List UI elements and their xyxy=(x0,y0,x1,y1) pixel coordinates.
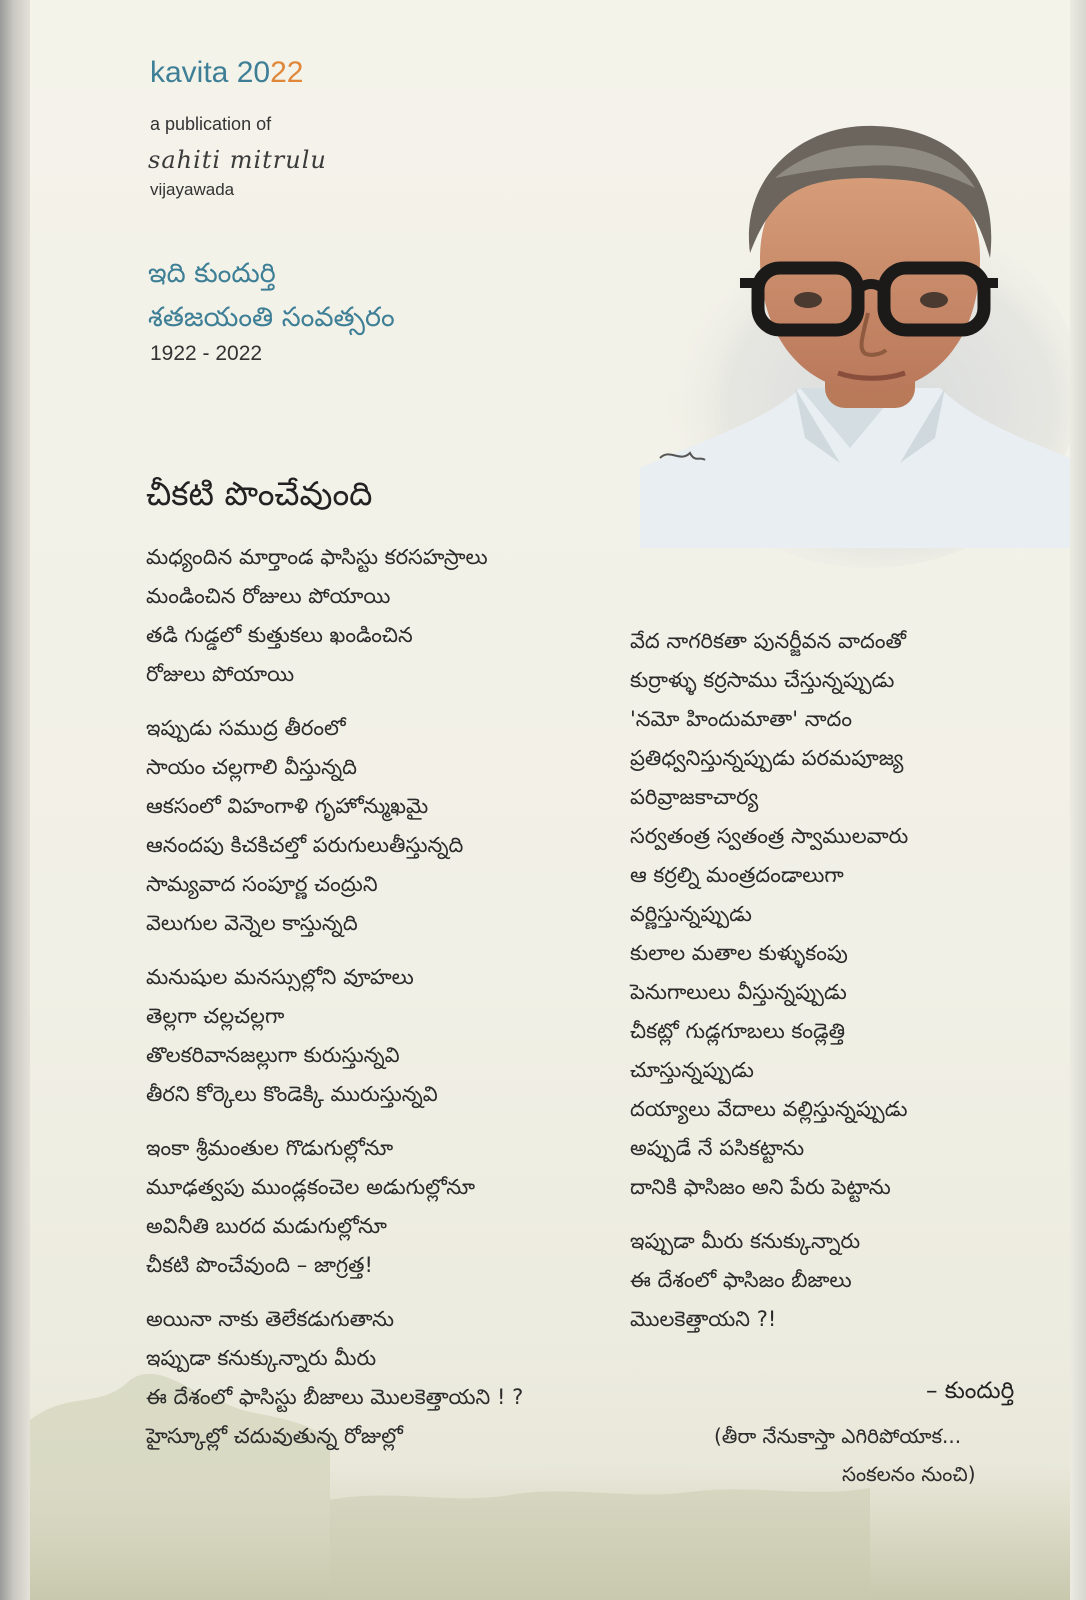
poem-line: ఈ దేశంలో ఫాసిజం బీజాలు xyxy=(630,1268,852,1292)
poem-line: వెలుగుల వెన్నెల కాస్తున్నది xyxy=(146,911,358,935)
poem-line: తెల్లగా చల్లచల్లగా xyxy=(146,1004,285,1028)
poem-line: మూఢత్వపు ముండ్లకంచెల అడుగుల్లోనూ xyxy=(146,1175,476,1199)
brand-prefix: kavita 20 xyxy=(150,56,271,89)
brand-accent: 22 xyxy=(270,56,304,89)
stanza-break xyxy=(146,694,523,709)
poem-line: అయినా నాకు తెలేకడుగుతాను xyxy=(146,1307,394,1331)
organization-logo-text: sahiti mitrulu xyxy=(148,146,327,174)
poem-line: మొలకెత్తాయని ?! xyxy=(630,1307,777,1331)
poem-line: ఈ దేశంలో ఫాసిస్టు బీజాలు మొలకెత్తాయని ! ? xyxy=(146,1385,524,1409)
stanza-break xyxy=(146,1285,523,1300)
poem-line: దానికి ఫాసిజం అని పేరు పెట్టాను xyxy=(630,1175,891,1199)
poem-left-column xyxy=(146,538,523,1456)
poem-line: కుర్రాళ్ళు కర్రసాము చేస్తున్నప్పుడు xyxy=(630,668,895,692)
poem-line: అవినీతి బురద మడుగుల్లోనూ xyxy=(146,1214,387,1238)
poem-line: చూస్తున్నప్పుడు xyxy=(630,1058,754,1082)
poem-line: చీకట్లో గుడ్లగూబలు కండ్లెత్తి xyxy=(630,1019,845,1043)
stanza-break xyxy=(146,943,523,958)
poem-author: – కుందుర్తి xyxy=(926,1378,1015,1404)
poem-line: ఆ కర్రల్ని మంత్రదండాలుగా xyxy=(630,863,844,887)
book-spine-edge xyxy=(0,0,30,1600)
poem-line: సాయం చల్లగాలి వీస్తున్నది xyxy=(146,755,357,779)
city-name: vijayawada xyxy=(150,180,235,199)
dedication-line-2: శతజయంతి సంవత్సరం xyxy=(148,302,395,333)
poem-line: ఇప్పుడా కనుక్కున్నారు మీరు xyxy=(146,1346,377,1370)
poem-line: సర్వతంత్ర స్వతంత్ర స్వాములవారు xyxy=(630,824,909,848)
poem-line: పెనుగాలులు వీస్తున్నప్పుడు xyxy=(630,980,847,1004)
dedication-line-1: ఇది కుందుర్తి xyxy=(148,258,276,289)
poem-line: రోజులు పోయాయి xyxy=(146,662,295,686)
poem-line: అప్పుడే నే పసికట్టాను xyxy=(630,1136,805,1160)
poem-line: మధ్యందిన మార్తాండ ఫాసిస్టు కరసహస్రాలు xyxy=(146,545,488,569)
poet-portrait xyxy=(600,118,1070,568)
book-page xyxy=(30,0,1070,1600)
poem-line: మనుషుల మనస్సుల్లోని వూహలు xyxy=(146,965,414,989)
poem-line: ఆకసంలో విహంగాళి గృహోన్ముఖమై xyxy=(146,794,429,818)
poem-line: తొలకరివానజల్లుగా కురుస్తున్నవి xyxy=(146,1043,400,1067)
poem-line: ఇంకా శ్రీమంతుల గొడుగుల్లోనూ xyxy=(146,1136,394,1160)
poem-line: ఇప్పుడు సముద్ర తీరంలో xyxy=(146,716,346,740)
poem-line: తీరని కోర్కెలు కొండెక్కి మురుస్తున్నవి xyxy=(146,1082,438,1106)
poem-line: మండించిన రోజులు పోయాయి xyxy=(146,584,391,608)
page-right-edge xyxy=(1070,0,1086,1600)
poem-line: సామ్యవాద సంపూర్ణ చంద్రుని xyxy=(146,872,378,896)
poem-line: ఇప్పుడా మీరు కనుక్కున్నారు xyxy=(630,1229,861,1253)
poem-line: వర్ణిస్తున్నప్పుడు xyxy=(630,902,752,926)
poem-title: చీకటి పొంచేవుంది xyxy=(146,474,373,513)
source-line-1: (తీరా నేనుకాస్తా ఎగిరిపోయాక... xyxy=(714,1424,962,1448)
poem-line: 'నమో హిందుమాతా' నాదం xyxy=(630,707,853,731)
poem-line: వేద నాగరికతా పునర్జీవన వాదంతో xyxy=(630,629,907,653)
poem-line: దయ్యాలు వేదాలు వల్లిస్తున్నప్పుడు xyxy=(630,1097,908,1121)
poem-right-column xyxy=(630,622,908,1339)
poem-line: హైస్కూల్లో చదువుతున్న రోజుల్లో xyxy=(146,1424,403,1448)
source-line-2: సంకలనం నుంచి) xyxy=(842,1462,976,1486)
poem-line: ఆనందపు కిచకిచల్తో పరుగులుతీస్తున్నది xyxy=(146,833,464,857)
centenary-years: 1922 - 2022 xyxy=(150,342,263,365)
stanza-break xyxy=(630,1207,908,1222)
poem-line: తడి గుడ్డలో కుత్తుకలు ఖండించిన xyxy=(146,623,413,647)
publication-line: a publication of xyxy=(150,114,272,134)
poem-line: పరివ్రాజకాచార్య xyxy=(630,785,759,809)
brand-title xyxy=(150,56,303,90)
poem-line: ప్రతిధ్వనిస్తున్నప్పుడు పరమపూజ్య xyxy=(630,746,904,770)
poem-line: కులాల మతాల కుళ్ళుకంపు xyxy=(630,941,848,965)
poem-line: చీకటి పొంచేవుంది – జాగ్రత్త! xyxy=(146,1253,373,1277)
stanza-break xyxy=(146,1114,523,1129)
